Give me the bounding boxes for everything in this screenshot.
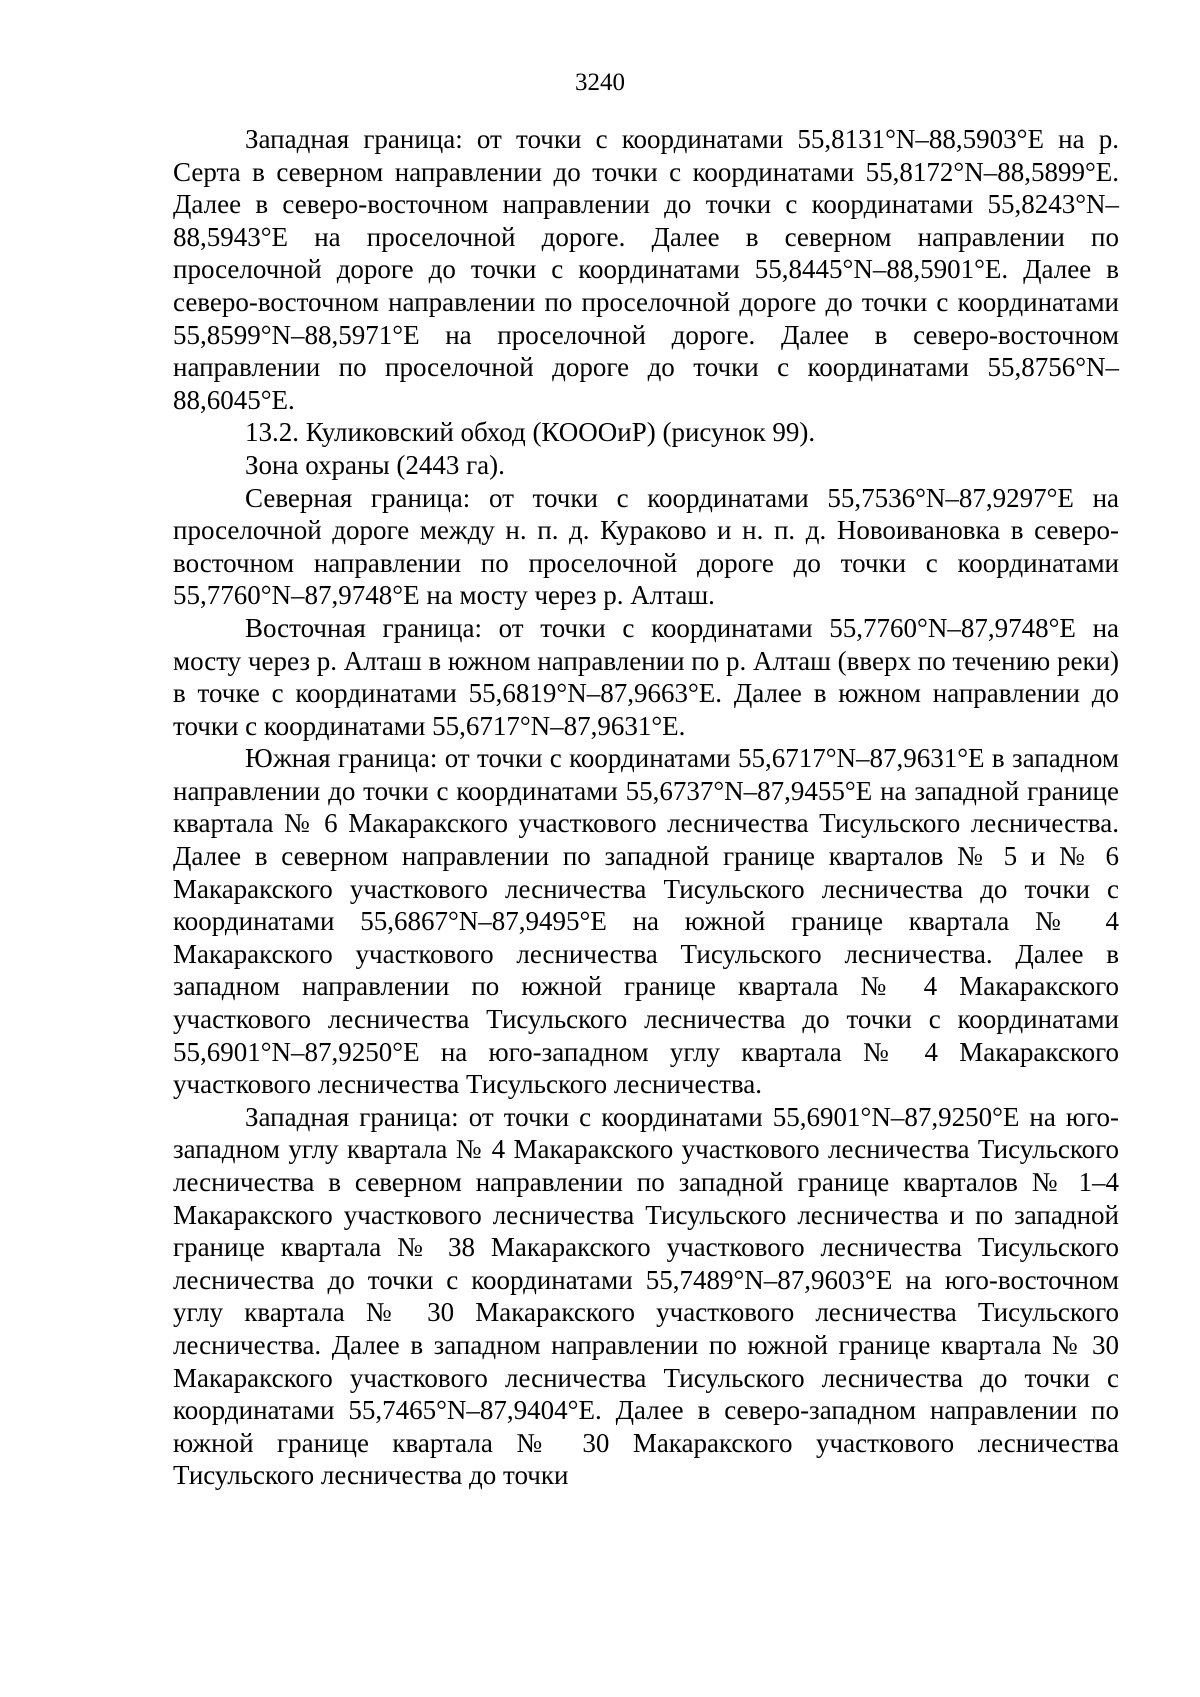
paragraph-western-boundary: Западная граница: от точки с координатами 55,6901°N–87,9250°E на юго-западном углу квартала № 4 Макаракского участкового лесничества Тисульского лесничества в северном направлении по западной границе кварталов № 1–4 Макаракского участкового лесничества Тисульского лесничества и по западной границе квартала № 38 Макаракского участкового лесничества Тисульского лесничества до точки с координатами 55,7489°N–87,9603°E на юго-восточном углу квартала № 30 Макаракского участкового лесничества Тисульского лесничества. Далее в западном направлении по южной границе квартала № 30 Макаракского участкового лесничества Тисульского лесничества до точки с координатами 55,7465°N–87,9404°E. Далее в северо-западном направлении по южной границе квартала № 30 Макаракского участкового лесничества Тисульского лесничества до точки [173, 1101, 1119, 1491]
section-heading: 13.2. Куликовский обход (КОООиР) (рисунок 99). [245, 417, 816, 448]
paragraph-southern-boundary: Южная граница: от точки с координатами 55,6717°N–87,9631°E в западном направлении до точки с координатами 55,6737°N–87,9455°E на западной границе квартала № 6 Макаракского участкового лесничества Тисульского лесничества. Далее в северном направлении по западной границе кварталов № 5 и № 6 Макаракского участкового лесничества Тисульского лесничества до точки с координатами 55,6867°N–87,9495°E на южной границе квартала № 4 Макаракского участкового лесничества Тисульского лесничества. Далее в западном направлении по южной границе квартала № 4 Макаракского участкового лесничества Тисульского лесничества до точки с координатами 55,6901°N–87,9250°E на юго-западном углу квартала № 4 Макаракского участкового лесничества Тисульского лесничества. [173, 743, 1119, 1100]
zone-title: Зона охраны (2443 га). [245, 449, 505, 480]
document-body [173, 123, 1119, 1492]
paragraph-western-boundary-prev: Западная граница: от точки с координатами 55,8131°N–88,5903°E на р. Серта в северном направлении до точки с координатами 55,8172°N–88,5899°E. Далее в северо-восточном направлении до точки с координатами 55,8243°N–88,5943°E на проселочной дороге. Далее в северном направлении по проселочной дороге до точки с координатами 55,8445°N–88,5901°E. Далее в северо-восточном направлении по проселочной дороге до точки с координатами 55,8599°N–88,5971°E на проселочной дороге. Далее в северо-восточном направлении по проселочной дороге до точки с координатами 55,8756°N–88,6045°E. [173, 124, 1119, 415]
page-number: 3240 [575, 69, 625, 96]
paragraph-eastern-boundary: Восточная граница: от точки с координатами 55,7760°N–87,9748°E на мосту через р. Алташ в южном направлении по р. Алташ (вверх по течению реки) в точке с координатами 55,6819°N–87,9663°E. Далее в южном направлении до точки с координатами 55,6717°N–87,9631°E. [173, 612, 1119, 741]
paragraph-northern-boundary: Северная граница: от точки с координатами 55,7536°N–87,9297°E на проселочной дороге между н. п. д. Кураково и н. п. д. Новоивановка в северо-восточном направлении по проселочной дороге до точки с координатами 55,7760°N–87,9748°E на мосту через р. Алташ. [173, 482, 1119, 611]
